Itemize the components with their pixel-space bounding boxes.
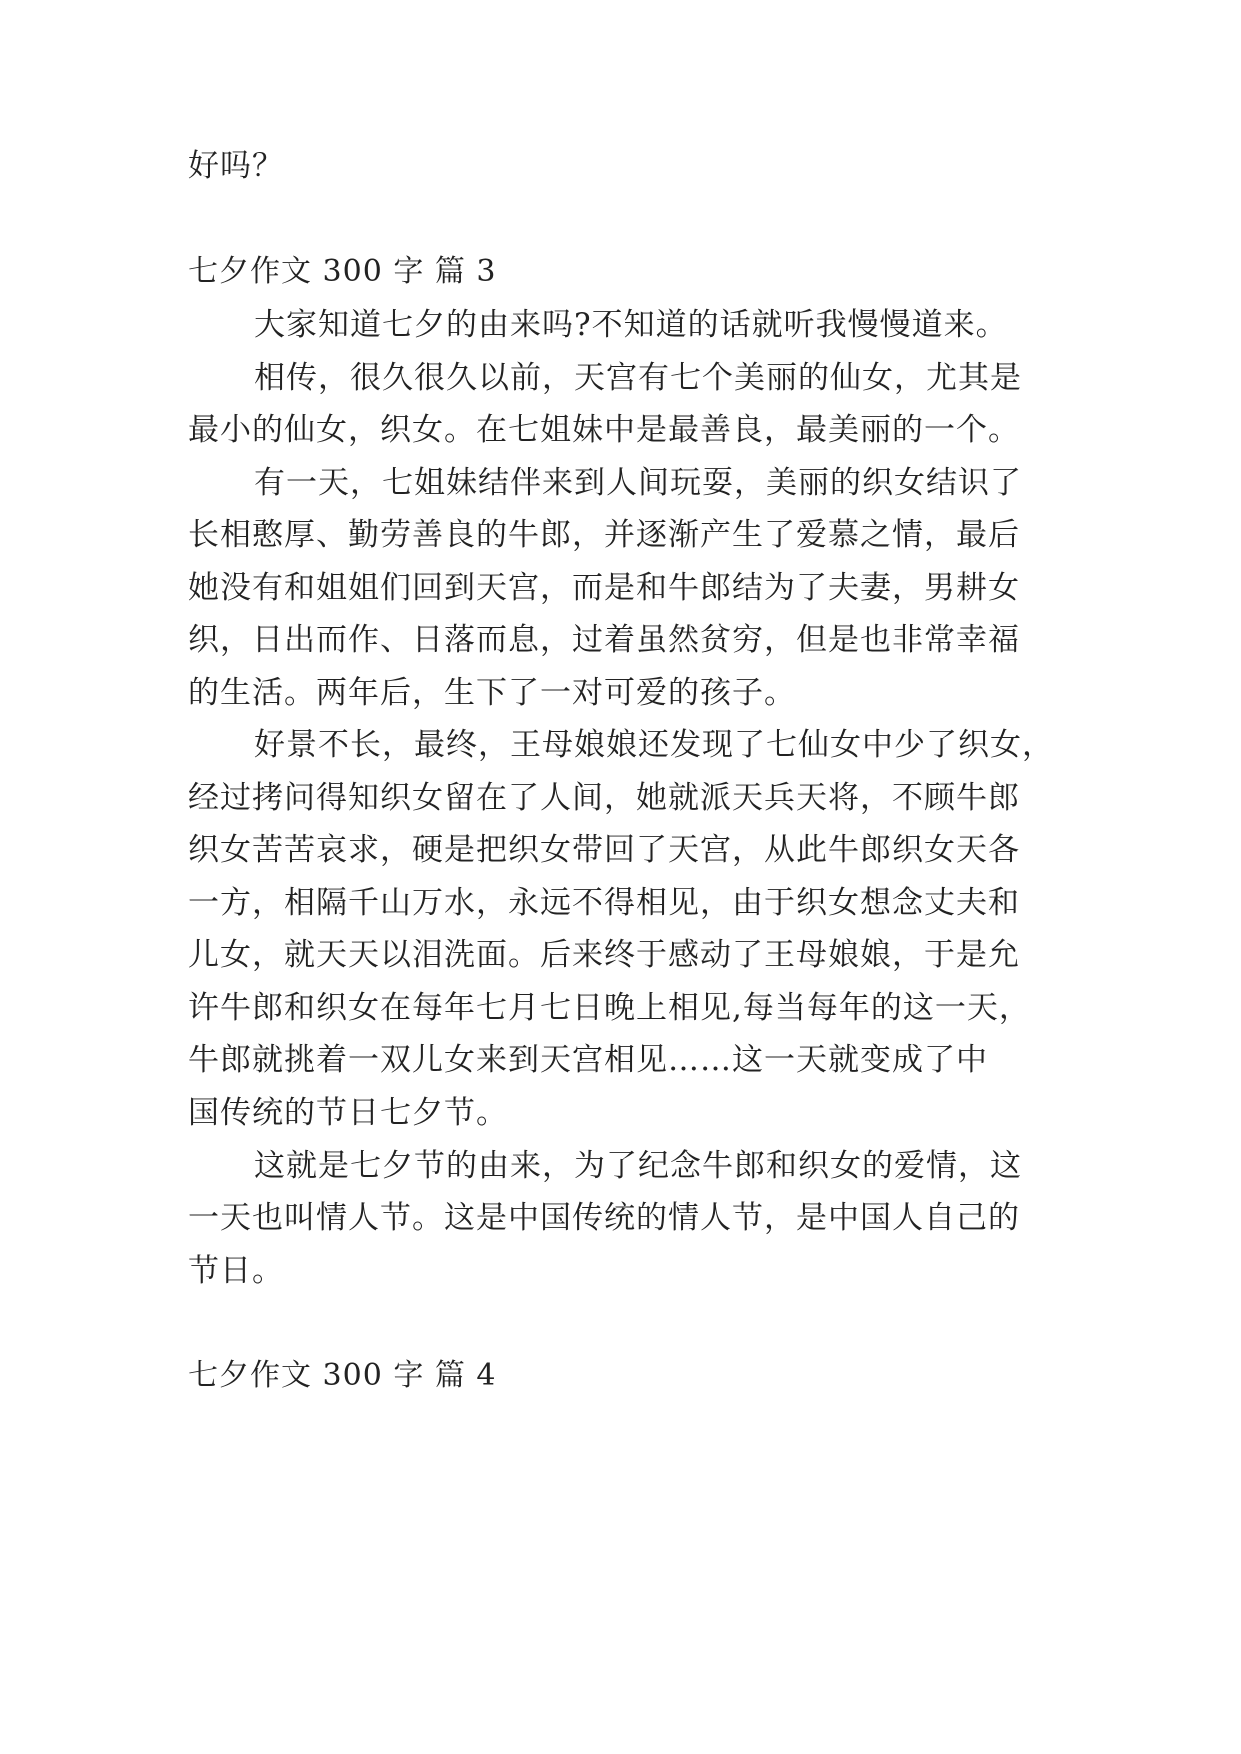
- paragraph-line: 好景不长，最终，王母娘娘还发现了七仙女中少了织女，: [254, 727, 1054, 763]
- section-3-title: 七夕作文 300 字 篇 3: [188, 254, 497, 289]
- paragraph-line: 儿女，就天天以泪洗面。后来终于感动了王母娘娘，于是允: [188, 937, 1020, 973]
- paragraph-line: 她没有和姐姐们回到天宫，而是和牛郎结为了夫妻，男耕女: [188, 570, 1020, 606]
- paragraph-line: 经过拷问得知织女留在了人间，她就派天兵天将，不顾牛郎: [188, 780, 1020, 816]
- paragraph-line: 一方，相隔千山万水，永远不得相见，由于织女想念丈夫和: [188, 885, 1020, 921]
- paragraph-line: 长相憨厚、勤劳善良的牛郎，并逐渐产生了爱慕之情，最后: [188, 517, 1020, 553]
- paragraph-line: 这就是七夕节的由来，为了纪念牛郎和织女的爱情，这: [254, 1148, 1022, 1184]
- paragraph-line: 织，日出而作、日落而息，过着虽然贫穷，但是也非常幸福: [188, 622, 1020, 658]
- paragraph-line: 最小的仙女，织女。在七姐妹中是最善良，最美丽的一个。: [188, 412, 1020, 448]
- paragraph-line: 国传统的节日七夕节。: [188, 1095, 508, 1131]
- paragraph-line: 相传，很久很久以前，天宫有七个美丽的仙女，尤其是: [254, 360, 1022, 396]
- paragraph-line: 一天也叫情人节。这是中国传统的情人节，是中国人自己的: [188, 1200, 1020, 1236]
- continued-fragment: 好吗？: [188, 148, 284, 184]
- paragraph-line: 节日。: [188, 1253, 284, 1289]
- paragraph-line: 的生活。两年后，生下了一对可爱的孩子。: [188, 675, 796, 711]
- paragraph-line: 大家知道七夕的由来吗?不知道的话就听我慢慢道来。: [254, 307, 1008, 343]
- section-4-title: 七夕作文 300 字 篇 4: [188, 1358, 497, 1393]
- paragraph-line: 许牛郎和织女在每年七月七日晚上相见,每当每年的这一天，: [188, 990, 1031, 1026]
- paragraph-line: 有一天，七姐妹结伴来到人间玩耍，美丽的织女结识了: [254, 465, 1022, 501]
- paragraph-line: 织女苦苦哀求，硬是把织女带回了天宫，从此牛郎织女天各: [188, 832, 1020, 868]
- paragraph-line: 牛郎就挑着一双儿女来到天宫相见……这一天就变成了中: [188, 1042, 988, 1078]
